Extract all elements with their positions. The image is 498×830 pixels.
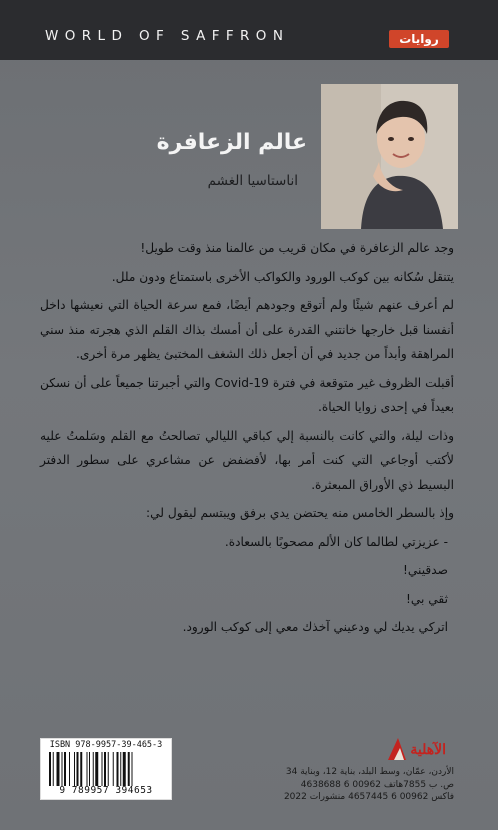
barcode-bar [95,752,98,786]
publisher-name: الآهلية [410,742,446,758]
series-label: WORLD OF SAFFRON [45,28,290,44]
blurb-paragraph: وذات ليلة، والتي كانت بالنسبة إلي كباقي الليالي تصالحتُ مع القلم وسَلمتُ عليه لأكتب أوجاعي التي كنت أمر بها، لأفضفض عن مشاعري على سطور الدفتر البسيط ذي الأوراق المبعثرة. [40,428,454,492]
barcode-bar [117,752,119,786]
blurb-quote: - عزيزتي لطالما كان الألم مصحوبًا بالسعادة. [224,534,448,549]
barcode-bar [80,752,82,786]
barcode-bar [77,752,79,786]
author-name: اناستاسيا الغشم [207,173,298,189]
blurb-quote: اتركي يديك لي ودعيني آخذك معي إلى كوكب الورود. [182,620,448,634]
barcode-bar [123,752,126,786]
barcode-bar [62,752,63,786]
blurb-paragraph: يتنقل سُكانه بين كوكب الورود والكواكب الأخرى باستمتاع ودون ملل. [111,269,454,284]
book-title: عالم الزعافرة [156,130,307,155]
barcode-bar [74,752,75,786]
blurb-paragraph: لم أعرف عنهم شيئًا ولم أتوقع وجودهم أيضًا، فمع سرعة الحياة التي نعيشها داخل أنفسنا قبل خارجها خانتني القدرة على أن أمسك بذاك القلم الذي هجرته منذ سني المراهقة وأبداً من جديد في أن أجعل ذلك الشغف المختبئ يظهر مرة أخرى. [40,298,454,361]
barcode-bar [87,752,88,786]
isbn-label: ISBN 978-9957-39-465-3 [49,740,163,750]
author-portrait-image [321,84,458,229]
barcode-bars [49,752,163,786]
barcode-bar [89,752,90,786]
barcode-bar [102,752,103,786]
blurb-paragraph: وجد عالم الزعافرة في مكان قريب من عالمنا منذ وقت طويل! [140,241,454,255]
barcode-bar [120,752,121,786]
barcode [40,738,172,800]
barcode-bar [49,752,51,786]
publisher-contact [244,766,454,804]
barcode-bar [53,752,54,786]
barcode-bar [93,752,94,786]
barcode-bar [64,752,66,786]
series-badge: روايات [389,30,449,48]
blurb-paragraph: وإذ بالسطر الخامس منه يحتضن يدي برفق ويبتسم ليقول لي: [146,506,454,520]
publisher-fax: فاكس 00962 6 4657445 منشورات 2022 [283,792,454,802]
blurb-quote: صدقيني! [403,563,448,577]
barcode-bar [132,752,133,786]
barcode-bar [113,752,114,786]
blurb-paragraph: أقبلت الظروف غير متوقعة في فترة Covid-19 والتي أجبرتنا جميعاً على أن نسكن بعيداً في إحدى زوايا الحياة. [40,375,454,414]
barcode-bar [128,752,130,786]
barcode-digits: 9 789957 394653 [59,785,153,796]
barcode-bar [69,752,70,786]
blurb-quote: ثقي بي! [405,591,448,606]
author-photo [321,84,458,229]
barcode-bar [108,752,109,786]
barcode-bar [104,752,106,786]
publisher-phone: ص. ب 7855هاتف 00962 6 4638688 [300,779,454,790]
publisher-address: الأردن، عمّان، وسط البلد، بناية 12، وبناية 34 [285,767,454,777]
blurb [40,236,454,644]
barcode-bar [57,752,60,786]
